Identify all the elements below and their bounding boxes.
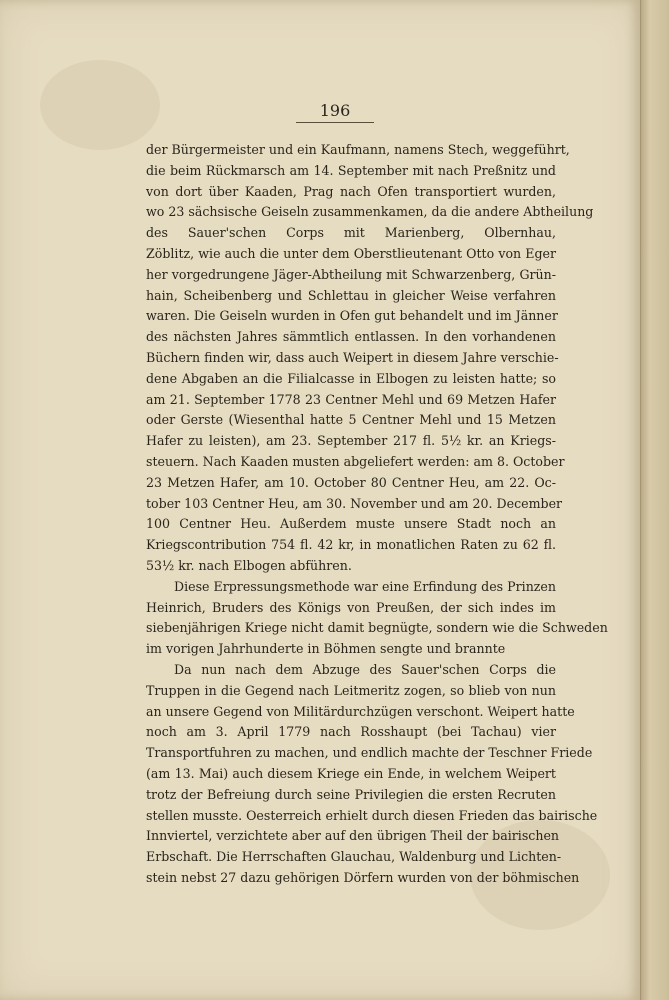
text-line: Innviertel, verzichtete aber auf den übrigen Theil der bairischen <box>146 828 560 844</box>
text-line: Da nun nach dem Abzuge des Sauer'schen Corps die <box>174 661 556 677</box>
text-line: siebenjährigen Kriege nicht damit begnügte, sondern wie die Schweden <box>146 620 608 636</box>
text-line: Transportfuhren zu machen, und endlich machte der Teschner Friede <box>146 745 593 761</box>
text-line: Truppen in die Gegend nach Leitmeritz zogen, so blieb von nun <box>146 682 556 698</box>
text-line: 23 Metzen Hafer, am 10. October 80 Centner Heu, am 22. Oc- <box>146 474 556 490</box>
page-number: 196 <box>319 101 351 120</box>
text-line: noch am 3. April 1779 nach Rosshaupt (bei Tachau) vier <box>146 724 556 740</box>
paper-stain <box>40 60 160 150</box>
text-line: Kriegscontribution 754 fl. 42 kr, in monatlichen Raten zu 62 fl. <box>146 537 556 553</box>
text-line: wo 23 sächsische Geiseln zusammenkamen, da die andere Abtheilung <box>146 204 594 220</box>
text-line: stein nebst 27 dazu gehörigen Dörfern wurden von der böhmischen <box>146 869 580 885</box>
text-line: Hafer zu leisten), am 23. September 217 fl. 5½ kr. an Kriegs- <box>146 433 556 449</box>
text-line: tober 103 Centner Heu, am 30. November und am 20. December <box>146 495 563 511</box>
text-line: steuern. Nach Kaaden musten abgeliefert werden: am 8. October <box>146 453 565 469</box>
text-line: Erbschaft. Die Herrschaften Glauchau, Waldenburg und Lichten- <box>146 849 562 865</box>
text-line: dene Abgaben an die Filialcasse in Elbogen zu leisten hatte; so <box>146 370 556 386</box>
text-line: der Bürgermeister und ein Kaufmann, namens Stech, weggeführt, <box>146 142 570 157</box>
text-line: (am 13. Mai) auch diesem Kriege ein Ende, in welchem Weipert <box>146 765 556 781</box>
text-line: des Sauer'schen Corps mit Marienberg, Olbernhau, <box>146 225 556 241</box>
text-line: trotz der Befreiung durch seine Privilegien die ersten Recruten <box>146 786 556 802</box>
text-line: am 21. September 1778 23 Centner Mehl und 69 Metzen Hafer <box>146 391 556 407</box>
text-line: des nächsten Jahres sämmtlich entlassen. In den vorhandenen <box>146 329 556 345</box>
text-line: Zöblitz, wie auch die unter dem Oberstlieutenant Otto von Eger <box>146 245 556 261</box>
page-number-rule <box>296 122 374 123</box>
text-line: stellen musste. Oesterreich erhielt durch diesen Frieden das bairische <box>146 807 598 823</box>
text-line: von dort über Kaaden, Prag nach Ofen transportiert wurden, <box>146 183 556 199</box>
page-edge <box>640 0 669 1000</box>
text-line: Heinrich, Bruders des Königs von Preußen, der sich indes im <box>146 599 556 615</box>
text-line: an unsere Gegend von Militärdurchzügen verschont. Weipert hatte <box>146 703 575 719</box>
body-text <box>146 140 608 889</box>
text-line: hain, Scheibenberg und Schlettau in gleicher Weise verfahren <box>146 287 556 303</box>
text-line: 100 Centner Heu. Außerdem muste unsere Stadt noch an <box>146 516 556 532</box>
text-line: her vorgedrungene Jäger-Abtheilung mit Schwarzenberg, Grün- <box>146 266 556 282</box>
text-line: Diese Erpressungsmethode war eine Erfindung des Prinzen <box>174 578 556 594</box>
text-line: die beim Rückmarsch am 14. September mit nach Preßnitz und <box>146 162 556 178</box>
text-line: im vorigen Jahrhunderte in Böhmen sengte und brannte <box>146 641 506 657</box>
text-line: 53½ kr. nach Elbogen abführen. <box>146 557 352 573</box>
text-line: waren. Die Geiseln wurden in Ofen gut behandelt und im Jänner <box>146 308 558 324</box>
text-line: Büchern finden wir, dass auch Weipert in diesem Jahre verschie- <box>146 349 559 365</box>
text-line: oder Gerste (Wiesenthal hatte 5 Centner Mehl und 15 Metzen <box>146 412 556 428</box>
